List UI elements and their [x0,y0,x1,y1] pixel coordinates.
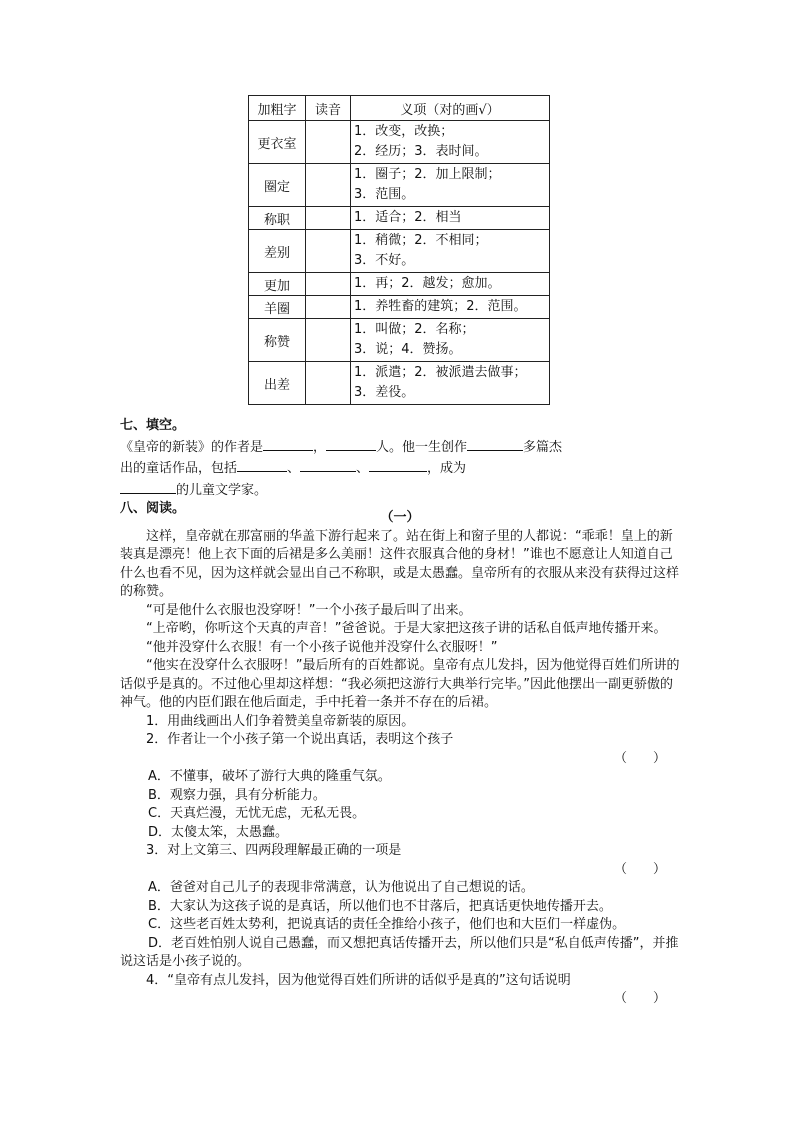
meaning-line: 1．再；2．越发；愈加。 [354,276,501,291]
reading-paragraph: “他并没穿什么衣服！有一个小孩子说他并没穿什么衣服呀！” [146,639,498,655]
reading-section [120,509,680,1009]
reading-paragraph: “他实在没穿什么衣服呀！”最后所有的百姓都说。皇帝有点儿发抖，因为他觉得百姓们所讲的话似乎是真的。不过他心里却这样想：“我必须把这游行大典举行完毕。”因此他摆出一副更骄傲的神气。他的内臣们跟在他后面走，手中托着一条并不存在的后裙。 [120,658,680,710]
fill-line-2 [120,457,680,479]
fill-text: 《皇帝的新装》的作者是 [120,439,264,455]
answer-blank-work-2[interactable] [300,457,356,472]
section-7-title: 七、填空。 [120,418,186,433]
meaning-line: 1．养牲畜的建筑；2．范围。 [354,299,527,314]
word-cell: 更加 [249,273,306,296]
option-c: C．天真烂漫，无忧无虑，无私无畏。 [148,806,366,821]
table-row [249,273,550,296]
meaning-line: 1．派遣；2．被派遣去做事； [354,365,527,380]
pronunciation-cell[interactable] [306,319,351,362]
header-word: 加粗字 [249,96,306,121]
meaning-cell [351,362,550,405]
question-1: 1．用曲线画出人们争着赞美皇帝新装的原因。 [146,713,415,729]
word-cell: 差别 [249,230,306,273]
fill-line-3 [120,479,680,501]
header-meaning: 义项（对的画√） [351,96,550,121]
question-2: 2．作者让一个小孩子第一个说出真话，表明这个孩子 [146,732,454,747]
meaning-cell [351,121,550,164]
meaning-cell [351,164,550,207]
part-label: （一） [380,510,420,525]
fill-in-section [120,417,680,519]
fill-text: 、 [356,461,370,476]
option-d: D．太傻太笨，太愚蠢。 [148,824,289,840]
meaning-line: 3．范围。 [354,187,415,202]
reading-paragraph: “可是他什么衣服也没穿呀！”一个小孩子最后叫了出来。 [146,602,472,618]
reading-paragraph: 这样，皇帝就在那富丽的华盖下游行起来了。站在街上和窗子里的人都说：“乖乖！皇上的新装真是漂亮！他上衣下面的后裙是多么美丽！这件衣服真合他的身材！”谁也不愿意让人知道自己什么也看不见，因为这样就会显出自己不称职，或是太愚蠢。皇帝所有的衣服从来没有获得过这样的称赞。 [120,528,680,599]
table-row [249,296,550,319]
word-cell: 更衣室 [249,121,306,164]
option-c: C．这些老百姓太势利，把说真话的责任全推给小孩子，他们也和大臣们一样虚伪。 [148,917,626,932]
meaning-cell [351,207,550,230]
word-cell: 称职 [249,207,306,230]
fill-text: 的儿童文学家。 [176,482,268,498]
vocabulary-table [248,95,550,405]
word-cell: 羊圈 [249,296,306,319]
table-row [249,164,550,207]
meaning-cell [351,273,550,296]
header-pronunciation: 读音 [306,96,351,121]
pronunciation-cell[interactable] [306,362,351,405]
table-header-row [249,96,550,121]
meaning-line: 1．改变，改换； [354,124,454,139]
option-a: A．不懂事，破坏了游行大典的隆重气氛。 [148,769,391,784]
answer-blank-count[interactable] [467,436,523,451]
table-row [249,207,550,230]
question-3: 3．对上文第三、四两段理解最正确的一项是 [146,843,402,858]
meaning-cell [351,296,550,319]
option-a: A．爸爸对自己儿子的表现非常满意，认为他说出了自己想说的话。 [148,880,534,895]
meaning-line: 1．叫做；2．名称； [354,322,475,337]
table-row [249,362,550,405]
pronunciation-cell[interactable] [306,296,351,319]
section-8-title: 八、阅读。 [120,501,186,516]
answer-blank-author[interactable] [263,436,313,451]
meaning-cell [351,319,550,362]
answer-paren-q4[interactable]: （ ） [613,991,666,1006]
answer-blank-work-3[interactable] [369,457,427,472]
meaning-line: 3．不好。 [354,253,415,268]
table-row [249,121,550,164]
table-row [249,319,550,362]
answer-blank-nationality[interactable] [326,436,376,451]
pronunciation-cell[interactable] [306,121,351,164]
table-row [249,230,550,273]
meaning-line: 3．说；4．赞扬。 [354,342,462,357]
meaning-line: 3．差役。 [354,385,415,400]
meaning-cell [351,230,550,273]
fill-text: 人。他一生创作 [376,439,468,455]
meaning-line: 1．圈子；2．加上限制； [354,167,501,182]
fill-text: 多篇杰 [523,439,563,455]
option-d: D．老百姓怕别人说自己愚蠢，而又想把真话传播开去，所以他们只是“私自低声传播”，并推说这话是小孩子说的。 [120,935,679,969]
meaning-line: 1．稍微；2．不相同； [354,233,488,248]
option-b: B．大家认为这孩子说的是真话，所以他们也不甘落后，把真话更快地传播开去。 [148,898,612,914]
meaning-line: 1．适合；2．相当 [354,210,462,225]
reading-paragraph: “上帝哟，你听这个天真的声音！”爸爸说。于是大家把这孩子讲的话私自低声地传播开来。 [146,621,667,636]
word-cell: 出差 [249,362,306,405]
meaning-line: 2．经历；3．表时间。 [354,144,488,159]
fill-line-1 [120,436,680,458]
word-cell: 称赞 [249,319,306,362]
pronunciation-cell[interactable] [306,207,351,230]
fill-text: ， [313,439,327,455]
fill-text: 、 [287,461,301,476]
answer-blank-work-1[interactable] [237,457,287,472]
word-cell: 圈定 [249,164,306,207]
fill-text: ，成为 [427,461,467,476]
fill-text: 出的童话作品，包括 [120,461,238,476]
option-b: B．观察力强，具有分析能力。 [148,787,326,803]
pronunciation-cell[interactable] [306,273,351,296]
answer-blank-fame[interactable] [120,479,176,494]
answer-paren-q2[interactable]: （ ） [613,750,666,766]
answer-paren-q3[interactable]: （ ） [613,861,666,877]
pronunciation-cell[interactable] [306,230,351,273]
pronunciation-cell[interactable] [306,164,351,207]
question-4: 4．“皇帝有点儿发抖，因为他觉得百姓们所讲的话似乎是真的”这句话说明 [146,972,571,988]
